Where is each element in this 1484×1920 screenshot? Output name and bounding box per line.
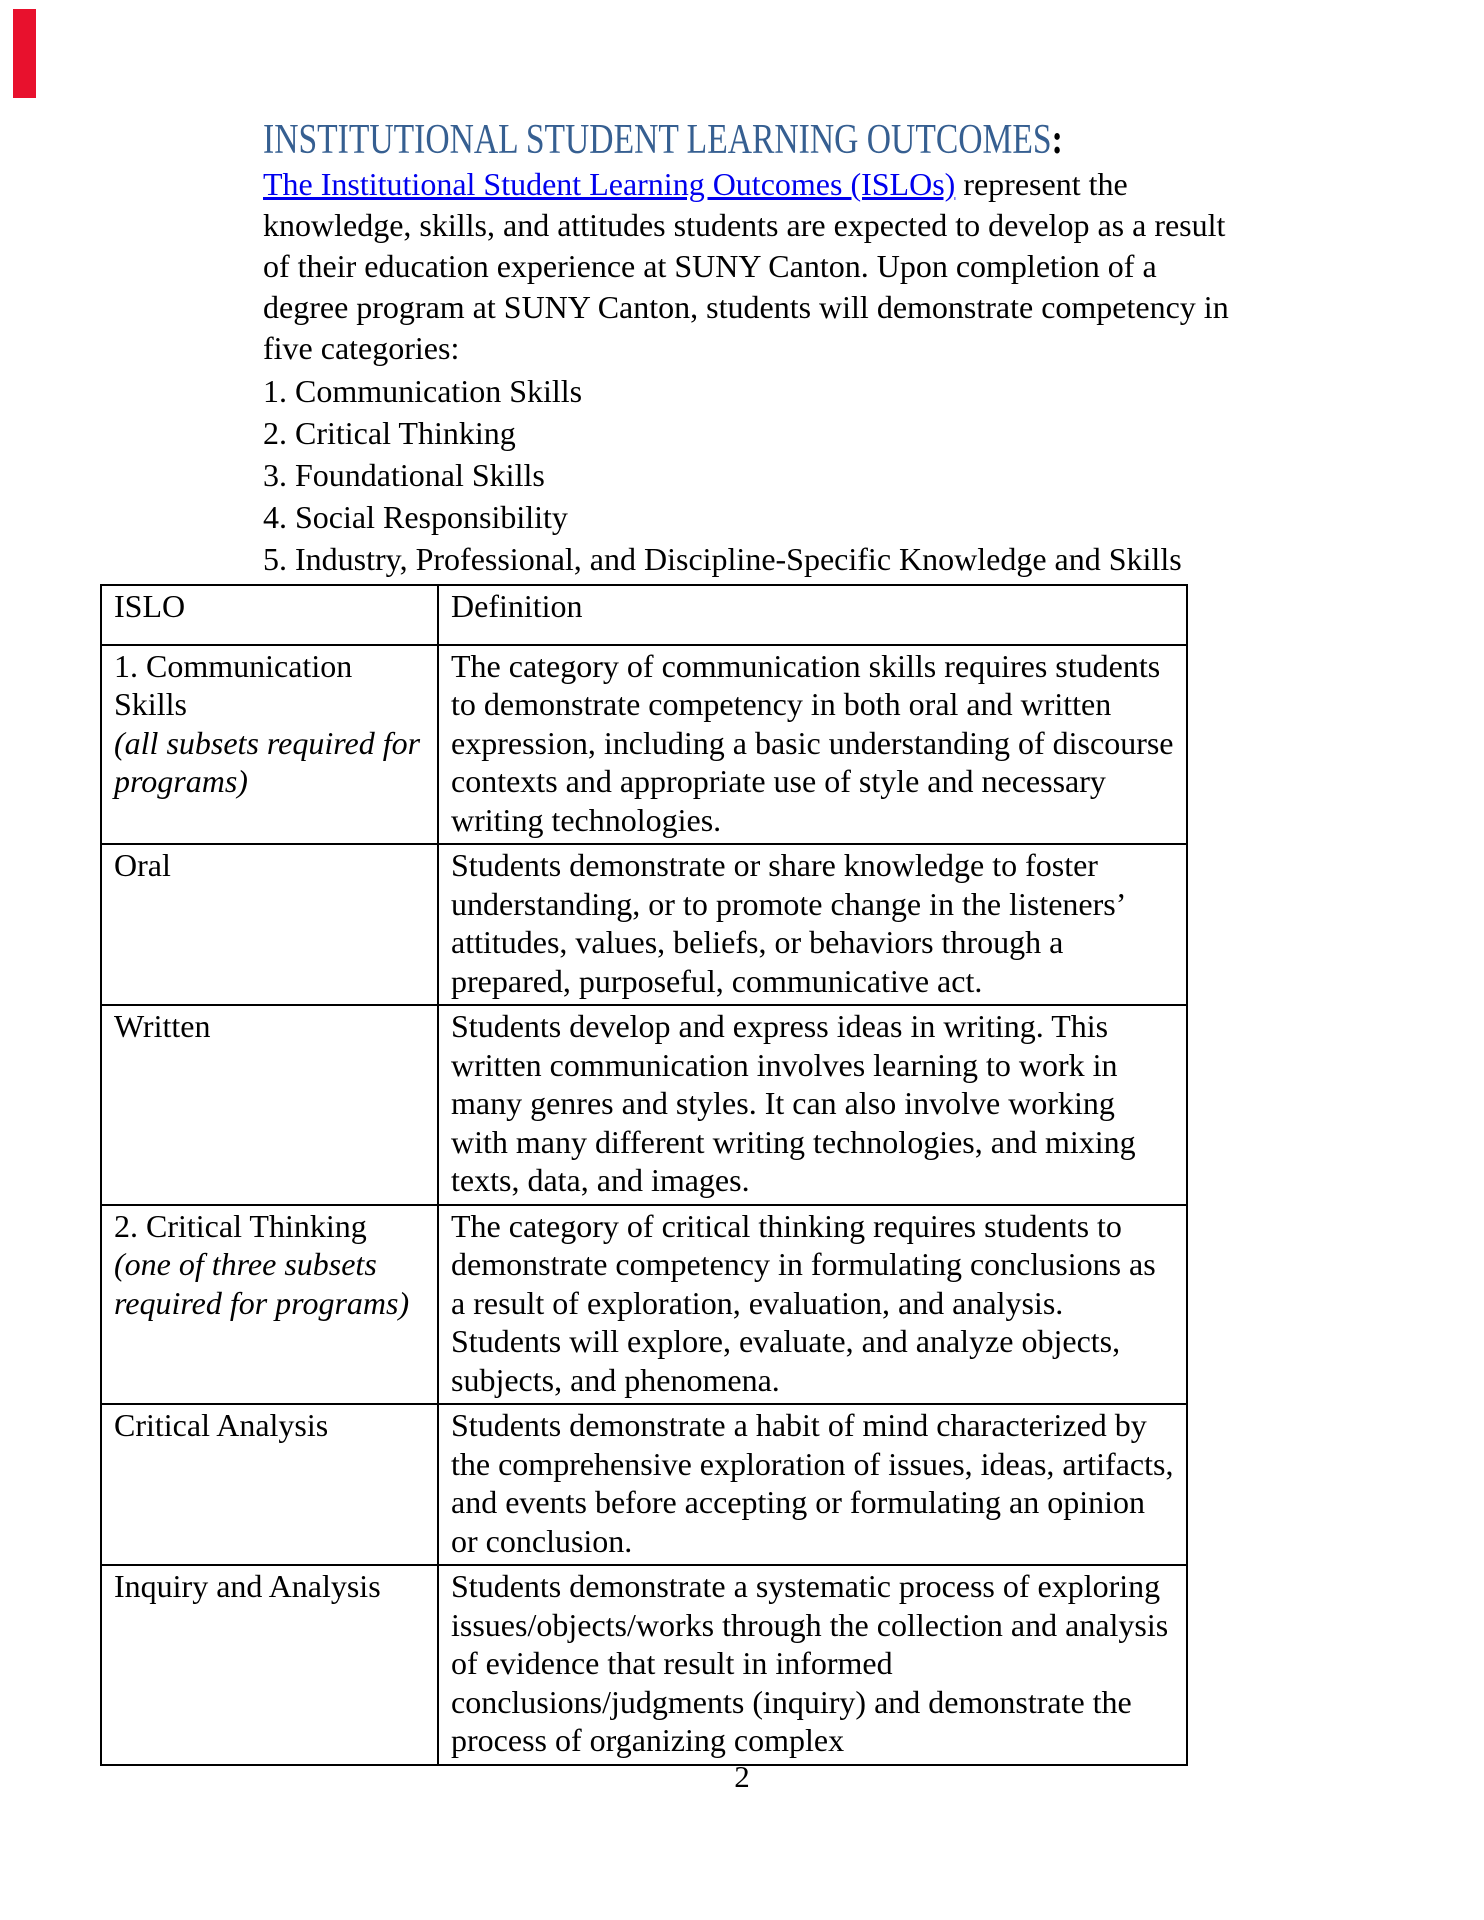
- intro-paragraph-line-4: degree program at SUNY Canton, students will demonstrate competency in: [263, 289, 1229, 325]
- islo-note: (all subsets required for programs): [114, 724, 421, 799]
- islo-cell: [101, 645, 438, 845]
- page-number: 2: [734, 1759, 750, 1794]
- islo-cell: [101, 1005, 438, 1205]
- islo-cell: [101, 1565, 438, 1765]
- table-header-row: [101, 585, 1187, 645]
- table-row: [101, 1565, 1187, 1765]
- intro-paragraph-line-3: of their education experience at SUNY Canton. Upon completion of a: [263, 248, 1157, 284]
- definition-cell: Students develop and express ideas in writing. This written communication involves learning to work in many genres and styles. It can also involve working with many different writing technologies, and mixing texts, data, and images.: [438, 1005, 1187, 1205]
- islo-label: 1. Communication Skills: [114, 647, 353, 722]
- intro-section: [263, 116, 1373, 580]
- page-title-text: INSTITUTIONAL STUDENT LEARNING OUTCOMES: [263, 117, 1052, 163]
- table-row: [101, 1005, 1187, 1205]
- islo-hyperlink[interactable]: The Institutional Student Learning Outcomes (ISLOs): [263, 166, 956, 202]
- red-annotation-mark: [13, 9, 36, 98]
- table-row: [101, 1404, 1187, 1565]
- islo-note: (one of three subsets required for programs): [114, 1246, 410, 1321]
- intro-paragraph-line-1: [263, 164, 1373, 205]
- islo-cell: [101, 844, 438, 1005]
- islo-label: Written: [114, 1008, 211, 1044]
- table-row: [101, 645, 1187, 845]
- islo-label: Oral: [114, 847, 171, 883]
- table-row: [101, 1205, 1187, 1405]
- definition-cell: Students demonstrate a habit of mind characterized by the comprehensive exploration of issues, ideas, artifacts, and events before accepting or formulating an opinion or conclusion.: [438, 1404, 1187, 1565]
- category-list: [263, 370, 1373, 580]
- intro-paragraph-line-5: five categories:: [263, 330, 460, 366]
- category-list-item-2: 2. Critical Thinking: [263, 415, 516, 451]
- islo-label: Inquiry and Analysis: [114, 1568, 381, 1604]
- islo-label: Critical Analysis: [114, 1407, 329, 1443]
- category-list-item-1: 1. Communication Skills: [263, 373, 583, 409]
- definition-cell: Students demonstrate a systematic process of exploring issues/objects/works through the collection and analysis of evidence that result in informed conclusions/judgments (inquiry) and demonstrate the process of organizing complex: [438, 1565, 1187, 1765]
- intro-paragraph-line-1-rest: represent the: [955, 166, 1128, 202]
- page-title-colon: :: [1051, 117, 1063, 163]
- definition-cell: Students demonstrate or share knowledge to foster understanding, or to promote change in the listeners’ attitudes, values, beliefs, or behaviors through a prepared, purposeful, communicative act.: [438, 844, 1187, 1005]
- category-list-item-5: 5. Industry, Professional, and Discipline-Specific Knowledge and Skills: [263, 541, 1182, 577]
- intro-paragraph-line-2: knowledge, skills, and attitudes students are expected to develop as a result: [263, 207, 1226, 243]
- islo-cell: [101, 1205, 438, 1405]
- page-title: [263, 116, 1151, 164]
- islo-label: 2. Critical Thinking: [114, 1207, 367, 1244]
- definition-cell: The category of critical thinking requires students to demonstrate competency in formulating conclusions as a result of exploration, evaluation, and analysis. Students will explore, evaluate, and analyze objects, subjects, and phenomena.: [438, 1205, 1187, 1405]
- category-list-item-4: 4. Social Responsibility: [263, 499, 568, 535]
- column-header-islo: ISLO: [101, 585, 438, 645]
- category-list-item-3: 3. Foundational Skills: [263, 457, 545, 493]
- islo-definition-table: [100, 584, 1188, 1766]
- definition-cell: The category of communication skills requires students to demonstrate competency in both oral and written expression, including a basic understanding of discourse contexts and appropriate use of style and necessary writing technologies.: [438, 645, 1187, 845]
- column-header-definition: Definition: [438, 585, 1187, 645]
- table-row: [101, 844, 1187, 1005]
- islo-cell: [101, 1404, 438, 1565]
